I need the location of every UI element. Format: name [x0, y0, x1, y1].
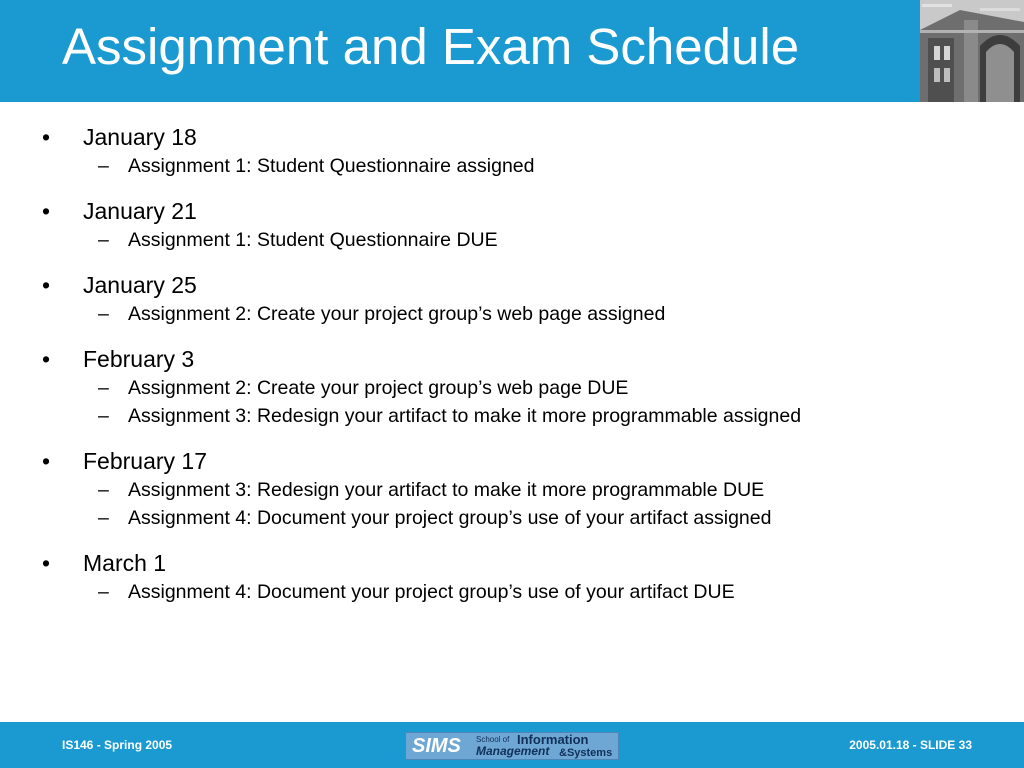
bullet-glyph: •	[42, 550, 51, 576]
header-bar	[0, 0, 1024, 102]
schedule-entry	[0, 122, 1024, 180]
bullet-glyph: •	[42, 272, 51, 298]
schedule-entry	[0, 344, 1024, 430]
logo-school-of: School of	[476, 735, 510, 744]
schedule-entry	[0, 196, 1024, 254]
bullet-glyph: •	[42, 198, 51, 224]
schedule-date: February 17	[83, 448, 208, 474]
schedule-list	[0, 122, 1024, 622]
bullet-glyph: •	[42, 124, 51, 150]
assignment-item	[0, 476, 1024, 504]
dash-glyph: –	[98, 405, 109, 427]
assignment-text: Assignment 3: Redesign your artifact to make it more programmable assigned	[128, 405, 802, 427]
building-photo-graphic	[920, 0, 1024, 102]
assignment-item	[0, 402, 1024, 430]
date-bullet	[0, 344, 1024, 374]
assignment-text: Assignment 3: Redesign your artifact to make it more programmable DUE	[128, 479, 765, 501]
footer-course: IS146 - Spring 2005	[62, 738, 173, 752]
dash-glyph: –	[98, 581, 109, 603]
assignment-text: Assignment 2: Create your project group’s web page assigned	[128, 303, 666, 325]
schedule-date: March 1	[83, 550, 167, 576]
assignment-item	[0, 152, 1024, 180]
date-bullet	[0, 548, 1024, 578]
logo-information: Information	[517, 732, 589, 747]
assignment-item	[0, 374, 1024, 402]
date-bullet	[0, 196, 1024, 226]
assignment-text: Assignment 2: Create your project group’s web page DUE	[128, 377, 629, 399]
schedule-entry	[0, 446, 1024, 532]
dash-glyph: –	[98, 155, 109, 177]
building-photo-icon	[920, 0, 1024, 102]
slide-title: Assignment and Exam Schedule	[62, 18, 800, 75]
footer-bar	[0, 722, 1024, 768]
logo-systems: &Systems	[559, 747, 613, 759]
bullet-glyph: •	[42, 448, 51, 474]
assignment-item	[0, 300, 1024, 328]
schedule-date: January 25	[83, 272, 197, 298]
logo-management: Management	[476, 744, 550, 758]
assignment-text: Assignment 1: Student Questionnaire assigned	[128, 155, 535, 177]
logo-mark: SIMS	[412, 735, 461, 757]
schedule-date: January 18	[83, 124, 197, 150]
dash-glyph: –	[98, 479, 109, 501]
date-bullet	[0, 270, 1024, 300]
dash-glyph: –	[98, 229, 109, 251]
assignment-text: Assignment 1: Student Questionnaire DUE	[128, 229, 498, 251]
bullet-glyph: •	[42, 346, 51, 372]
schedule-entry	[0, 548, 1024, 606]
dash-glyph: –	[98, 507, 109, 529]
footer-slide-info: 2005.01.18 - SLIDE 33	[849, 738, 972, 752]
date-bullet	[0, 446, 1024, 476]
assignment-item	[0, 226, 1024, 254]
schedule-date: January 21	[83, 198, 197, 224]
assignment-text: Assignment 4: Document your project group’s use of your artifact assigned	[128, 507, 772, 529]
assignment-item	[0, 504, 1024, 532]
schedule-date: February 3	[83, 346, 195, 372]
sims-logo	[405, 732, 619, 760]
schedule-entry	[0, 270, 1024, 328]
assignment-item	[0, 578, 1024, 606]
assignment-text: Assignment 4: Document your project group’s use of your artifact DUE	[128, 581, 735, 603]
dash-glyph: –	[98, 377, 109, 399]
date-bullet	[0, 122, 1024, 152]
dash-glyph: –	[98, 303, 109, 325]
